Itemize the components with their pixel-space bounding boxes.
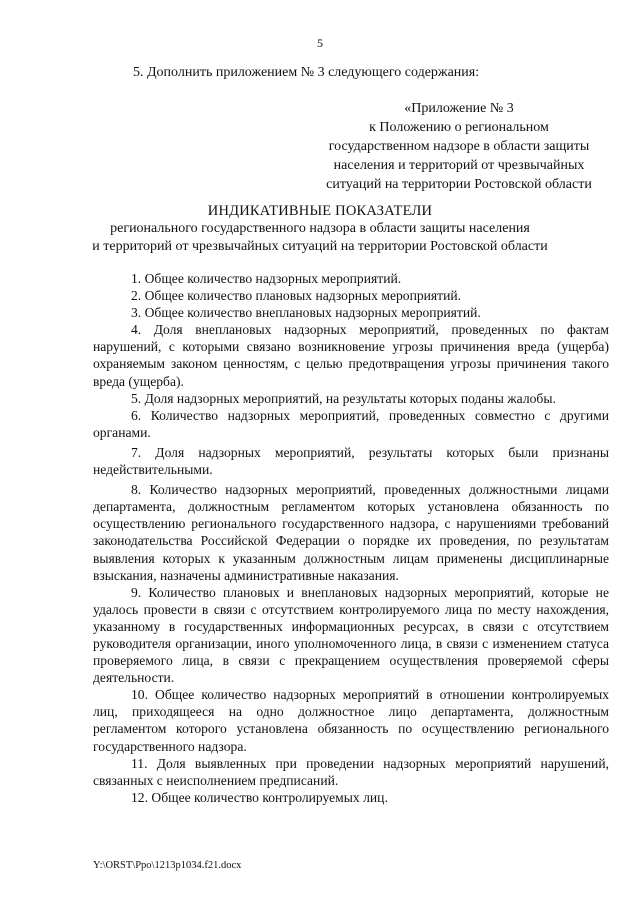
appendix-line: к Положению о региональном <box>369 120 549 135</box>
title-main: ИНДИКАТИВНЫЕ ПОКАЗАТЕЛИ <box>207 203 433 219</box>
list-item: 11. Доля выявленных при проведении надзорных мероприятий нарушений, связанных с неисполнением предписаний. <box>93 755 609 788</box>
title-subline: и территорий от чрезвычайных ситуаций на территории Ростовской области <box>92 239 548 254</box>
list-item: 5. Доля надзорных мероприятий, на результаты которых поданы жалобы. <box>131 390 556 406</box>
list-item: 1. Общее количество надзорных мероприятий. <box>131 271 402 286</box>
appendix-line: населения и территорий от чрезвычайных <box>333 158 585 173</box>
list-item: 8. Количество надзорных мероприятий, проведенных должностными лицами департамента, должностным регламентом которых установлена обязанность по осуществлению регионального государственного надзора, с нарушениями требований законодательства Российской Федерации о порядке их проведения, по результатам выявления которых к указанным должностным лицам применены дисциплинарные взыскания, назначены административные наказания. <box>93 482 609 583</box>
appendix-line: ситуаций на территории Ростовской области <box>326 177 592 192</box>
list-item: 2. Общее количество плановых надзорных мероприятий. <box>131 288 462 304</box>
list-item: 3. Общее количество внеплановых надзорных мероприятий. <box>131 305 481 321</box>
list-item: 7. Доля надзорных мероприятий, результаты которых были признаны недействительными. <box>93 444 609 478</box>
file-path-footer: Y:\ORST\Ppo\1213p1034.f21.docx <box>93 860 242 871</box>
appendix-line: «Приложение № 3 <box>404 101 514 116</box>
list-item: 9. Количество плановых и внеплановых надзорных мероприятий, которые не удалось провести в связи с отсутствием контролируемого лица по месту нахождения, указанному в государственных информационных ресурсах, в связи с отсутствием руководителя организации, иного уполномоченного лица, в связи с изменением статуса проверяемого лица, в связи с прекращением осуществления проверяемой сферы деятельности. <box>93 584 609 686</box>
amendment-intro: 5. Дополнить приложением № 3 следующего содержания: <box>133 65 480 80</box>
page-number: 5 <box>317 36 323 50</box>
appendix-line: государственном надзоре в области защиты <box>328 139 590 154</box>
title-subline: регионального государственного надзора в области защиты населения <box>110 221 530 236</box>
list-item: 4. Доля внеплановых надзорных мероприятий, проведенных по фактам нарушений, с которыми связано возникновение угрозы причинения вреда (ущерба) охраняемым законом ценностям, с целью предотвращения угрозы причинения такого вреда (ущерба). <box>93 322 609 389</box>
appendix-heading <box>300 99 618 194</box>
document-title <box>0 202 640 256</box>
indicator-list <box>93 270 609 806</box>
list-item: 6. Количество надзорных мероприятий, проведенных совместно с другими органами. <box>93 407 609 440</box>
list-item: 10. Общее количество надзорных мероприятий в отношении контролируемых лиц, приходящееся на одно должностное лицо департамента, должностным регламентом которого установлена обязанность по осуществлению регионального государственного надзора. <box>93 687 609 754</box>
list-item: 12. Общее количество контролируемых лиц. <box>131 789 388 805</box>
